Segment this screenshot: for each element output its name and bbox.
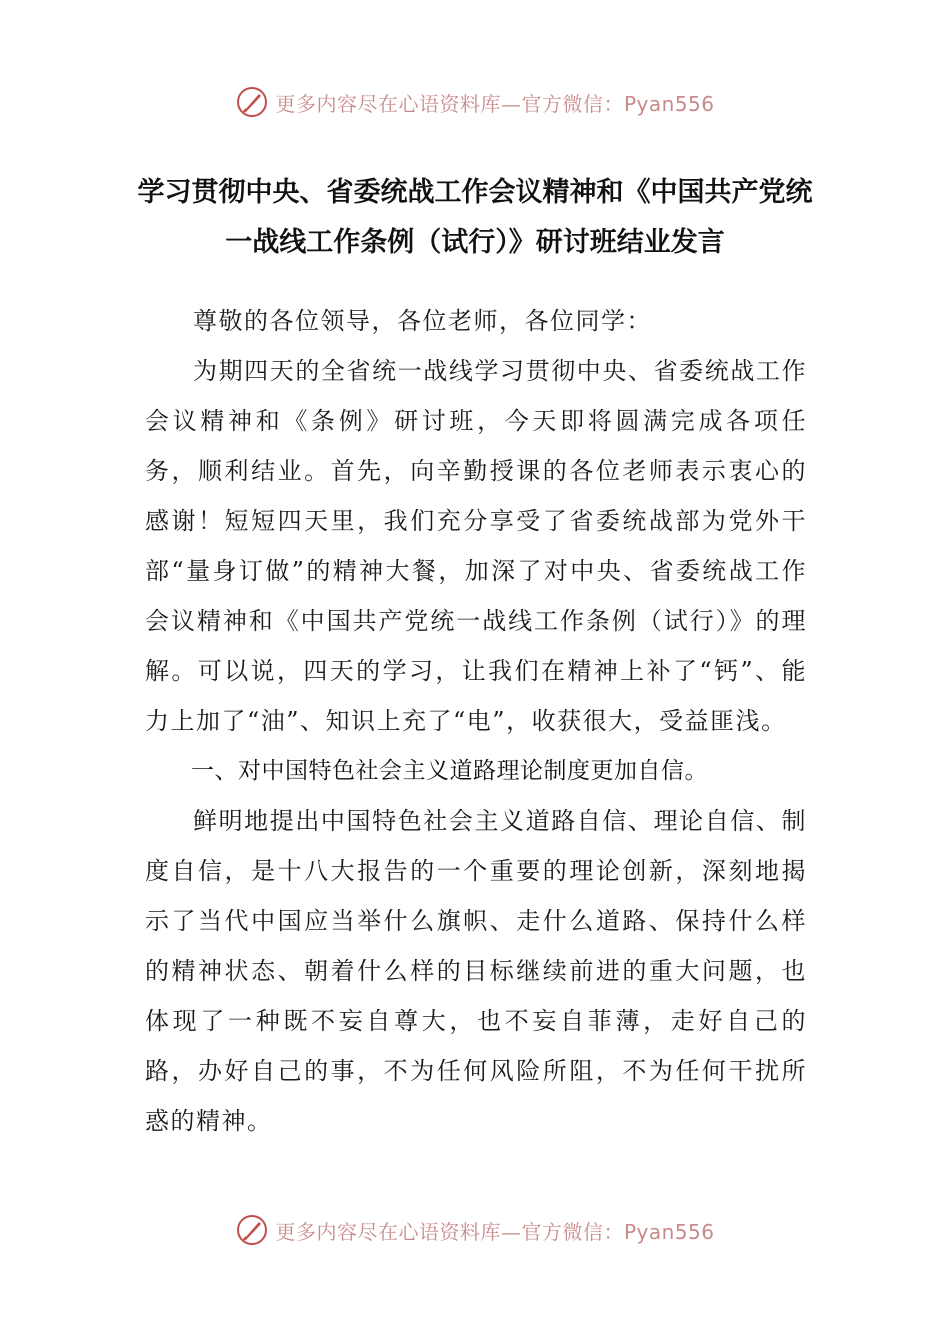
watermark-text: 更多内容尽在心语资料库—官方微信：Pyan556 — [275, 91, 715, 116]
title-line-1: 学习贯彻中央、省委统战工作会议精神和《中国共产党统 — [137, 177, 813, 208]
quill-pen-logo-icon — [235, 1213, 269, 1247]
watermark-text: 更多内容尽在心语资料库—官方微信：Pyan556 — [275, 1219, 715, 1244]
salutation: 尊敬的各位领导，各位老师，各位同学： — [193, 307, 652, 335]
section-heading-1: 一、对中国特色社会主义道路理论制度更加自信。 — [191, 758, 708, 784]
paragraph-2: 鲜明地提出中国特色社会主义道路自信、理论自信、制度自信，是十八大报告的一个重要的理论创新，深刻地揭示了当代中国应当举什么旗帜、走什么道路、保持什么样的精神状态、朝着什么样的目标继续前进的重大问题，也体现了一种既不妄自尊大，也不妄自菲薄，走好自己的路，办好自己的事，不为任何风险所阻，不为任何干扰所惑的精神。 — [145, 807, 807, 1135]
watermark-footer — [0, 1210, 950, 1250]
watermark-header — [0, 82, 950, 122]
document-title — [120, 168, 830, 268]
quill-pen-logo-icon — [235, 85, 269, 119]
title-line-2: 一战线工作条例（试行）》研讨班结业发言 — [225, 227, 725, 258]
document-body — [145, 296, 807, 1146]
paragraph-1: 为期四天的全省统一战线学习贯彻中央、省委统战工作会议精神和《条例》研讨班，今天即将圆满完成各项任务，顺利结业。首先，向辛勤授课的各位老师表示衷心的感谢！短短四天里，我们充分享受了省委统战部为党外干部“量身订做”的精神大餐，加深了对中央、省委统战工作会议精神和《中国共产党统一战线工作条例（试行）》的理解。可以说，四天的学习，让我们在精神上补了“钙”、能力上加了“油”、知识上充了“电”，收获很大，受益匪浅。 — [145, 357, 807, 735]
